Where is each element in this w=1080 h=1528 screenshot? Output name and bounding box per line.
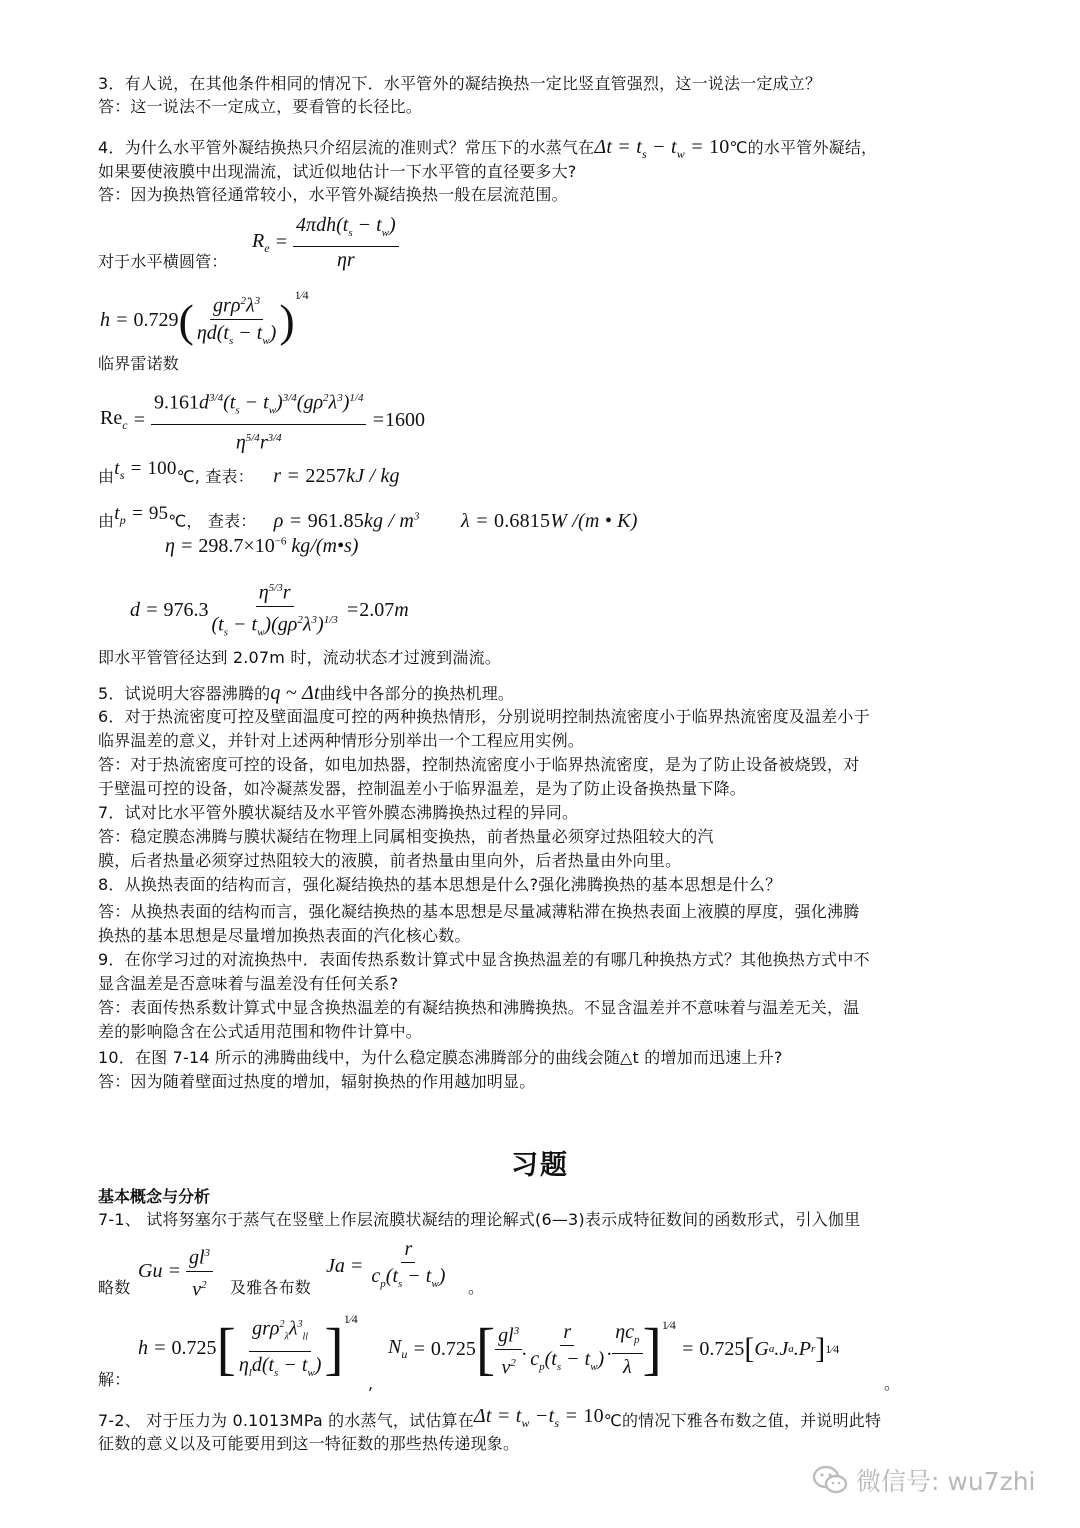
answer-6-line-2: 于壁温可控的设备，如冷凝蒸发器，控制温差小于临界温差，是为了防止设备换热量下降。 xyxy=(98,779,747,798)
horizontal-tube-label: 对于水平横圆管： xyxy=(98,252,228,271)
jakob-formula: Ja = $\frac{r}{c_p(t_s - t_w)}$ xyxy=(326,1238,446,1290)
reynolds-formula: $R_e$ = $\frac{4\pi dh(t_s - t_w)}{\eta r}$ xyxy=(252,212,399,273)
question-7: 7．试对比水平管外膜状凝结及水平管外膜态沸腾换热过程的异同。 xyxy=(98,803,579,822)
question-9-line-1: 9．在你学习过的对流换热中．表面传热系数计算式中显含换热温差的有哪几种换热方式？其他换热方式中不 xyxy=(98,950,870,969)
critical-reynolds-label: 临界雷诺数 xyxy=(98,354,180,373)
jakob-label: 及雅各布数 xyxy=(230,1278,312,1297)
end-mark: 。 xyxy=(884,1374,901,1393)
section-subtitle: 基本概念与分析 xyxy=(98,1187,211,1206)
question-6-line-1: 6．对于热流密度可控及壁面温度可控的两种换热情形，分别说明控制热流密度小于临界热流密度及温差小于 xyxy=(98,707,870,726)
answer-9-line-2: 差的影响隐含在公式适用范围和物件计算中。 xyxy=(98,1022,423,1041)
question-3: 3．有人说，在其他条件相同的情况下．水平管外的凝结换热一定比竖直管强烈，这一说法一定成立？ xyxy=(98,74,822,93)
answer-7-line-1: 答：稳定膜态沸腾与膜状凝结在物理上同属相变换热，前者热量必须穿过热阻较大的汽 xyxy=(98,827,714,846)
answer-4: 答：因为换热管径通常较小，水平管外凝结换热一般在层流范围。 xyxy=(98,185,568,204)
answer-8-line-2: 换热的基本思想是尽量增加换热表面的汽化核心数。 xyxy=(98,926,471,945)
watermark-text: 微信号: wu7zhi xyxy=(856,1467,1036,1496)
problem-7-2-line-1: 7-2、 对于压力为 0.1013MPa 的水蒸气，试估算在$\Delta t = t_w -t_s$ = 10℃的情况下雅各布数之值，并说明此特 xyxy=(98,1405,882,1430)
wechat-icon xyxy=(812,1465,848,1495)
problem-7-2-line-2: 征数的意义以及可能要用到这一特征数的那些热传递现象。 xyxy=(98,1434,520,1453)
nusselt-formula: $N_u$ = 0.725 [ $\frac{gl^3}{\nu^2}$ . $\frac{r}{c_p(t_s - t_w)}$ . $\frac{\eta c_p}{\lambda}$ ] 1⁄4 = 0.725 [ G a . J a . P r ] 1⁄4 xyxy=(388,1316,840,1382)
critical-reynolds-formula: $Re_c$ = $\frac{9.161d^{3/4}(t_s - t_w)^{3/4}(g\rho^2\lambda^3)^{1/4}}{\eta^{5/4}r^{3/4}}$ = 1600 xyxy=(100,385,425,455)
question-5: 5．试说明大容器沸腾的q ~ Δt曲线中各部分的换热机理。 xyxy=(98,682,515,704)
solution-label: 解： xyxy=(98,1370,131,1389)
tp-line: 由$t_p$ = 95℃， 查表： $\rho = 961.85kg / m^3$ λ = 0.6815W /(m • K) xyxy=(98,502,638,532)
watermark xyxy=(812,1462,1035,1498)
problem-7-1: 7-1、 试将努塞尔于蒸气在竖壁上作层流膜状凝结的理论解式(6—3)表示成特征数间的函数形式，引入伽里 xyxy=(98,1210,861,1229)
eta-value: η = $298.7\times 10^{-6}$ kg /( m • s ) xyxy=(165,535,359,557)
comma-mark: , xyxy=(368,1374,374,1393)
conclusion-4: 即水平管管径达到 2.07m 时，流动状态才过渡到湍流。 xyxy=(98,648,501,667)
h-formula: h = 0.729 ( $\frac{gr\rho^2\lambda^3}{\eta d(t_s - t_w)}$ ) 1⁄4 xyxy=(100,288,309,347)
galilei-formula: Gu = $\frac{gl^3}{\nu^2}$ xyxy=(138,1240,213,1302)
answer-7-line-2: 膜，后者热量必须穿过热阻较大的液膜，前者热量由里向外，后者热量由外向里。 xyxy=(98,851,682,870)
question-4-line-1: 4．为什么水平管外凝结换热只介绍层流的准则式？常压下的水蒸气在$\Delta t = t_s - t_w$ = 10℃的水平管外凝结， xyxy=(98,136,878,161)
question-6-line-2: 临界温差的意义，并针对上述两种情形分别举出一个工程应用实例。 xyxy=(98,731,585,750)
section-title: 习题 xyxy=(511,1150,569,1181)
answer-3: 答：这一说法不一定成立，要看管的长径比。 xyxy=(98,97,423,116)
answer-10: 答：因为随着壁面过热度的增加，辐射换热的作用越加明显。 xyxy=(98,1072,536,1091)
ts-line: 由$t_s$ = 100℃, 查表： r = 2257kJ / kg xyxy=(98,458,400,487)
question-10: 10．在图 7-14 所示的沸腾曲线中，为什么稳定膜态沸腾部分的曲线会随△t 的增加而迅速上升? xyxy=(98,1048,783,1067)
answer-8-line-1: 答：从换热表面的结构而言，强化凝结换热的基本思想是尽量减薄粘滞在换热表面上液膜的厚度，强化沸腾 xyxy=(98,902,860,921)
question-9-line-2: 显含温差是否意味着与温差没有任何关系? xyxy=(98,974,399,993)
diameter-formula: d = 976.3 $\frac{\eta^{5/3}r}{(t_s - t_w)(g\rho^2\lambda^3)^{1/3}}$ = 2.07 m xyxy=(130,575,409,645)
galilei-label: 略数 xyxy=(98,1278,131,1297)
period-mark: 。 xyxy=(468,1278,485,1297)
question-4-line-2: 如果要使液膜中出现湍流，试近似地估计一下水平管的直径要多大? xyxy=(98,162,577,181)
question-8: 8．从换热表面的结构而言，强化凝结换热的基本思想是什么?强化沸腾换热的基本思想是什么？ xyxy=(98,875,782,894)
q4-equation: $\Delta t = t_s - t_w = 10$ xyxy=(594,136,730,161)
answer-9-line-1: 答：表面传热系数计算式中显含换热温差的有凝结换热和沸腾换热。不显含温差并不意味着与温差无关，温 xyxy=(98,998,860,1017)
h-solution-formula: h = 0.725 [ $\frac{gr\rho^2_\lambda\lambda^3_{ll}}{\eta_ld(t_s - t_w)}$ ] 1⁄4 xyxy=(138,1312,358,1381)
answer-6-line-1: 答：对于热流密度可控的设备，如电加热器，控制热流密度小于临界热流密度，是为了防止设备被烧毁，对 xyxy=(98,755,860,774)
